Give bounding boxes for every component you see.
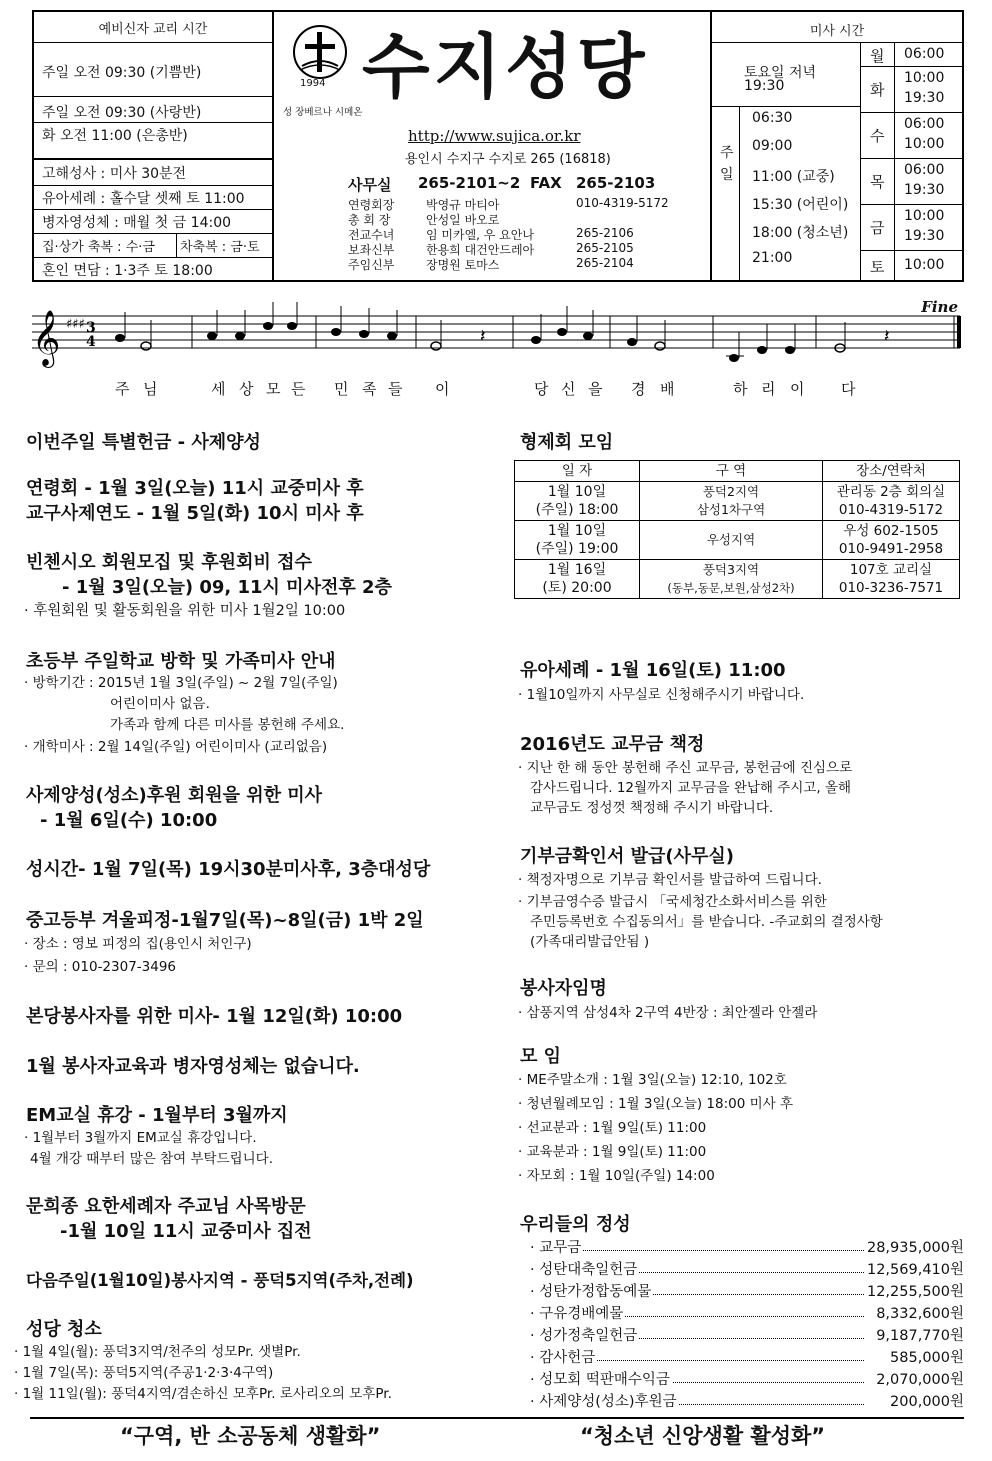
offering-amount: 12,255,500원 xyxy=(865,1280,964,1301)
footer-left-motto: “구역, 반 소공동체 생활화” xyxy=(120,1424,381,1448)
contact-phone: 265-2106 xyxy=(576,226,634,240)
logo-caption: 성 장베르나 시메온 xyxy=(283,107,363,118)
contact-phone: 010-4319-5172 xyxy=(576,196,669,210)
sunday-time: 11:00 (교중) xyxy=(752,169,835,185)
meeting-time: (주일) 19:00 xyxy=(535,541,619,557)
weekday-time: 06:00 xyxy=(904,116,945,132)
svg-text:𝄽: 𝄽 xyxy=(884,326,890,347)
offering-row xyxy=(530,1258,964,1280)
contact-name: 안성일 바오로 xyxy=(426,213,500,227)
table-header: 장소/연락처 xyxy=(823,461,960,482)
sunday-school-title: 초등부 주일학교 방학 및 가족미사 안내 xyxy=(26,651,336,672)
vincent-schedule: - 1월 3일(오늘) 09, 11시 미사전후 2층 xyxy=(62,577,392,598)
receipt-note: · 책정자명으로 기부금 확인서를 발급하여 드립니다. xyxy=(518,872,822,888)
meeting-place: 우성 602-1505 xyxy=(843,523,939,539)
sunday-time: 15:30 (어린이) xyxy=(752,197,849,213)
house-blessing-info: 집·상가 축복 : 수·금 xyxy=(42,240,155,255)
holy-hour-title: 성시간- 1월 7일(목) 19시30분미사후, 3층대성당 xyxy=(26,859,431,880)
lyric-syllable: 족 xyxy=(362,380,377,398)
vincent-title: 빈첸시오 회원모집 및 후원회비 접수 xyxy=(26,552,312,573)
logo-year: 1994 xyxy=(300,78,326,89)
meeting-date: 1월 10일 xyxy=(547,484,607,500)
cleaning-title: 성당 청소 xyxy=(26,1319,102,1340)
priest-memorial-notice: 교구사제연도 - 1월 5일(화) 10시 미사 후 xyxy=(26,503,364,524)
weekday-label: 금 xyxy=(870,219,885,237)
meeting-phone: 010-4319-5172 xyxy=(838,502,944,518)
mass-schedule xyxy=(710,12,962,280)
em-class-note: · 1월부터 3월까지 EM교실 휴강입니다. xyxy=(24,1130,257,1146)
contact-name: 임 미카엘, 우 요안나 xyxy=(426,228,534,242)
donation-receipt-title: 기부금확인서 발급(사무실) xyxy=(520,846,734,867)
lyric-syllable: 이 xyxy=(435,380,450,398)
weekday-label: 토 xyxy=(870,258,885,276)
weekday-time: 10:00 xyxy=(904,257,945,273)
contact-phone: 265-2105 xyxy=(576,241,634,255)
offering-name: · 성가정축일헌금 xyxy=(530,1324,639,1345)
lyric-syllable: 리 xyxy=(761,380,776,398)
lyric-syllable: 모 xyxy=(266,380,281,398)
special-offering-title: 이번주일 특별헌금 - 사제양성 xyxy=(26,432,261,453)
infant-baptism-note: · 1월10일까지 사무실로 신청해주시기 바랍니다. xyxy=(518,687,805,703)
offering-row xyxy=(530,1280,964,1302)
svg-text:𝄞: 𝄞 xyxy=(32,310,61,366)
appointment-note: · 삼풍지역 삼성4차 2구역 4반장 : 최안젤라 안젤라 xyxy=(518,1005,818,1021)
parish-address: 용인시 수지구 수지로 265 (16818) xyxy=(405,152,611,167)
offering-amount: 12,569,410원 xyxy=(865,1258,964,1279)
marriage-info: 혼인 면담 : 1·3주 토 18:00 xyxy=(42,263,213,279)
meeting-item: · 자모회 : 1월 10일(주일) 14:00 xyxy=(518,1168,715,1184)
lyric-syllable: 세 xyxy=(211,380,226,398)
receipt-note: 주민등록번호 수집동의서」를 받습니다. -주교회의 결정사항 xyxy=(530,914,883,930)
lyric-syllable: 든 xyxy=(291,380,306,398)
catechism-row: 주일 오전 09:30 (기쁨반) xyxy=(42,65,202,81)
lyric-syllable: 들 xyxy=(388,380,403,398)
table-header: 일 자 xyxy=(515,461,640,482)
bishop-visit-date: -1월 10일 11시 교중미사 집전 xyxy=(60,1221,312,1242)
saturday-time: 19:30 xyxy=(744,78,785,94)
offering-name: · 성탄가정합동예물 xyxy=(530,1280,653,1301)
meeting-date: 1월 16일 xyxy=(547,562,607,578)
catechism-box xyxy=(34,12,274,280)
meeting-phone: 010-9491-2958 xyxy=(838,541,944,557)
meeting-area: 풍덕3지역 xyxy=(702,562,760,577)
lyric-syllable: 주 xyxy=(115,380,130,398)
retreat-contact: · 문의 : 010-2307-3496 xyxy=(24,959,177,975)
cleaning-item: · 1월 4일(월): 풍덕3지역/천주의 성모Pr. 샛별Pr. xyxy=(14,1344,301,1360)
receipt-note: (가족대리발급안됨 ) xyxy=(530,934,650,950)
lyric-syllable: 경 xyxy=(631,380,646,398)
contact-name: 박영규 마티아 xyxy=(426,198,500,212)
sunday-time: 21:00 xyxy=(752,250,793,266)
vacation-period: · 방학기간 : 2015년 1월 3일(주일) ~ 2월 7일(주일) xyxy=(24,675,338,691)
meeting-phone: 010-3236-7571 xyxy=(838,580,944,596)
retreat-title: 중고등부 겨울피정-1월7일(목)~8일(금) 1박 2일 xyxy=(26,910,424,931)
vacation-note: 어린이미사 없음. xyxy=(110,696,210,712)
meeting-area: 풍덕2지역 xyxy=(702,484,760,499)
meeting-item: · ME주말소개 : 1월 3일(오늘) 12:10, 102호 xyxy=(518,1072,787,1088)
saturday-label: 토요일 저녁 xyxy=(744,65,817,81)
svg-text:♯♯♯: ♯♯♯ xyxy=(66,317,85,332)
em-class-title: EM교실 휴강 - 1월부터 3월까지 xyxy=(26,1105,288,1126)
infant-baptism-title: 유아세례 - 1월 16일(토) 11:00 xyxy=(520,660,786,681)
contact-name: 장명원 토마스 xyxy=(426,258,500,272)
offering-row xyxy=(530,1346,964,1368)
offering-row xyxy=(530,1368,964,1390)
receipt-note: · 기부금영수증 발급시 「국세청간소화서비스를 위한 xyxy=(518,894,827,910)
meeting-date: 1월 10일 xyxy=(547,523,607,539)
baptism-info: 유아세례 : 홀수달 셋째 토 11:00 xyxy=(42,191,245,207)
sunday-time: 09:00 xyxy=(752,138,793,154)
table-row xyxy=(515,482,960,521)
contact-phone: 265-2104 xyxy=(576,256,634,270)
weekday-label: 목 xyxy=(870,173,885,191)
dues-note: · 지난 한 해 동안 봉헌해 주신 교무금, 봉헌금에 진심으로 xyxy=(518,760,853,776)
lyric-syllable: 이 xyxy=(790,380,805,398)
offering-name: · 사제양성(성소)후원금 xyxy=(530,1390,679,1411)
vacation-note: 가족과 함께 다른 미사를 봉헌해 주세요. xyxy=(110,717,345,733)
offering-amount: 9,187,770원 xyxy=(874,1324,964,1345)
offering-row xyxy=(530,1302,964,1324)
appointment-title: 봉사자임명 xyxy=(520,978,607,999)
staff-notation-icon xyxy=(28,296,964,368)
funeral-notice: 연령회 - 1월 3일(오늘) 11시 교중미사 후 xyxy=(26,478,364,499)
table-header-row xyxy=(515,461,960,482)
catechism-row: 주일 오전 09:30 (사랑반) xyxy=(42,105,202,121)
offering-amount: 585,000원 xyxy=(888,1346,964,1367)
meeting-item: · 선교분과 : 1월 9일(토) 11:00 xyxy=(518,1120,707,1136)
car-blessing-info: 차축복 : 금·토 xyxy=(180,240,260,255)
contact-role: 연령회장 xyxy=(348,198,395,212)
contact-role: 전교수녀 xyxy=(348,228,395,242)
meeting-item: · 청년월례모임 : 1월 3일(오늘) 18:00 미사 후 xyxy=(518,1096,794,1112)
offering-row xyxy=(530,1236,964,1258)
cleaning-item: · 1월 11일(월): 풍덕4지역/겸손하신 모후Pr. 로사리오의 모후Pr. xyxy=(14,1386,392,1402)
meeting-area: 삼성1차구역 xyxy=(696,502,766,517)
no-education-notice: 1월 봉사자교육과 병자영성체는 없습니다. xyxy=(26,1056,360,1077)
lyrics-line xyxy=(0,378,992,400)
offering-row xyxy=(530,1324,964,1346)
lyric-syllable: 다 xyxy=(841,380,856,398)
weekday-label: 화 xyxy=(870,81,885,99)
fine-mark: Fine xyxy=(921,298,958,316)
weekday-label: 수 xyxy=(870,127,885,145)
lyric-syllable: 하 xyxy=(733,380,748,398)
next-week-service-area: 다음주일(1월10일)봉사지역 - 풍덕5지역(주차,전례) xyxy=(26,1271,414,1290)
weekday-time: 06:00 xyxy=(904,46,945,62)
weekday-time: 19:30 xyxy=(904,90,945,106)
offering-row xyxy=(530,1390,964,1412)
table-row xyxy=(515,521,960,560)
contact-role: 총 회 장 xyxy=(348,213,391,227)
confession-info: 고해성사 : 미사 30분전 xyxy=(42,166,187,182)
catechism-row: 화 오전 11:00 (은총반) xyxy=(42,128,188,144)
lyric-syllable: 당 xyxy=(534,380,549,398)
brothers-meeting-title: 형제회 모임 xyxy=(520,432,614,453)
contact-role: 보좌신부 xyxy=(348,243,395,257)
meeting-area: (동부,동문,보원,삼성2차) xyxy=(667,581,795,595)
footer-rule xyxy=(30,1417,964,1419)
priest-training-title: 사제양성(성소)후원 회원을 위한 미사 xyxy=(26,785,323,806)
opening-mass: · 개학미사 : 2월 14일(주일) 어린이미사 (교리없음) xyxy=(24,739,328,755)
meeting-place: 107호 교리실 xyxy=(849,562,933,578)
contact-role: 주임신부 xyxy=(348,258,395,272)
sunday-time: 06:30 xyxy=(752,110,793,126)
offering-name: · 감사헌금 xyxy=(530,1346,597,1367)
lyric-syllable: 신 xyxy=(561,380,576,398)
offering-name: · 성탄대축일헌금 xyxy=(530,1258,639,1279)
svg-text:3: 3 xyxy=(86,320,96,336)
svg-text:𝄽: 𝄽 xyxy=(480,326,486,347)
sunday-label: 주일 xyxy=(720,145,734,183)
catechism-title: 예비신자 교리 시간 xyxy=(98,22,208,37)
meeting-place: 관리동 2층 회의실 xyxy=(836,484,946,500)
parish-url[interactable]: http://www.sujica.or.kr xyxy=(408,127,581,145)
dues-note: 감사드립니다. 12월까지 교무금을 완납해 주시고, 올해 xyxy=(530,780,852,796)
bishop-visit-title: 문희종 요한세례자 주교님 사목방문 xyxy=(26,1196,306,1217)
office-phone: 265-2101~2 xyxy=(418,174,521,192)
lyric-syllable: 상 xyxy=(239,380,254,398)
vincent-mass: · 후원회원 및 활동회원을 위한 미사 1월2일 10:00 xyxy=(24,603,346,619)
fax-label: FAX xyxy=(530,174,562,192)
cleaning-item: · 1월 7일(목): 풍덕5지역(주공1·2·3·4구역) xyxy=(14,1365,274,1381)
mass-title: 미사 시간 xyxy=(809,24,865,39)
meeting-area: 우성지역 xyxy=(706,532,756,547)
em-class-note: 4월 개강 때부터 많은 참여 부탁드립니다. xyxy=(30,1151,273,1167)
volunteer-mass-title: 본당봉사자를 위한 미사- 1월 12일(화) 10:00 xyxy=(26,1006,403,1027)
sunday-time: 18:00 (청소년) xyxy=(752,225,849,241)
contact-name: 한용희 대건안드레아 xyxy=(426,243,535,257)
svg-text:4: 4 xyxy=(86,334,96,350)
meeting-time: (주일) 18:00 xyxy=(535,502,619,518)
lyric-syllable: 민 xyxy=(334,380,349,398)
offering-amount: 2,070,000원 xyxy=(874,1368,964,1389)
fax-number: 265-2103 xyxy=(576,174,656,192)
offerings-title: 우리들의 정성 xyxy=(520,1214,631,1235)
meeting-item: · 교육분과 : 1월 9일(토) 11:00 xyxy=(518,1144,707,1160)
table-row xyxy=(515,560,960,599)
meetings-title: 모 임 xyxy=(520,1046,562,1067)
meeting-time: (토) 20:00 xyxy=(542,580,612,596)
music-staff xyxy=(28,296,964,368)
dues-title: 2016년도 교무금 책정 xyxy=(520,734,705,755)
parish-name: 수지성당 xyxy=(362,26,649,108)
offering-name: · 교무금 xyxy=(530,1236,583,1257)
table-header: 구 역 xyxy=(640,461,823,482)
brothers-meeting-table xyxy=(514,460,960,599)
weekday-time: 10:00 xyxy=(904,136,945,152)
retreat-place: · 장소 : 영보 피정의 집(용인시 처인구) xyxy=(24,936,252,952)
footer-right-motto: “청소년 신앙생활 활성화” xyxy=(580,1424,826,1448)
weekday-label: 월 xyxy=(870,47,885,65)
communion-info: 병자영성체 : 매월 첫 금 14:00 xyxy=(42,215,232,231)
offering-name: · 성모회 떡판매수익금 xyxy=(530,1368,672,1389)
lyric-syllable: 을 xyxy=(588,380,603,398)
weekday-time: 06:00 xyxy=(904,162,945,178)
lyric-syllable: 님 xyxy=(143,380,158,398)
offering-amount: 200,000원 xyxy=(888,1390,964,1411)
weekday-time: 19:30 xyxy=(904,228,945,244)
weekday-time: 19:30 xyxy=(904,182,945,198)
weekday-time: 10:00 xyxy=(904,208,945,224)
lyric-syllable: 배 xyxy=(660,380,675,398)
offering-amount: 28,935,000원 xyxy=(865,1236,964,1257)
offering-amount: 8,332,600원 xyxy=(874,1302,964,1323)
weekday-time: 10:00 xyxy=(904,70,945,86)
offering-name: · 구유경배예물 xyxy=(530,1302,625,1323)
priest-training-date: - 1월 6일(수) 10:00 xyxy=(40,810,218,831)
office-label: 사무실 xyxy=(348,176,392,194)
dues-note: 교무금도 정성껏 책정해 주시기 바랍니다. xyxy=(530,800,774,816)
